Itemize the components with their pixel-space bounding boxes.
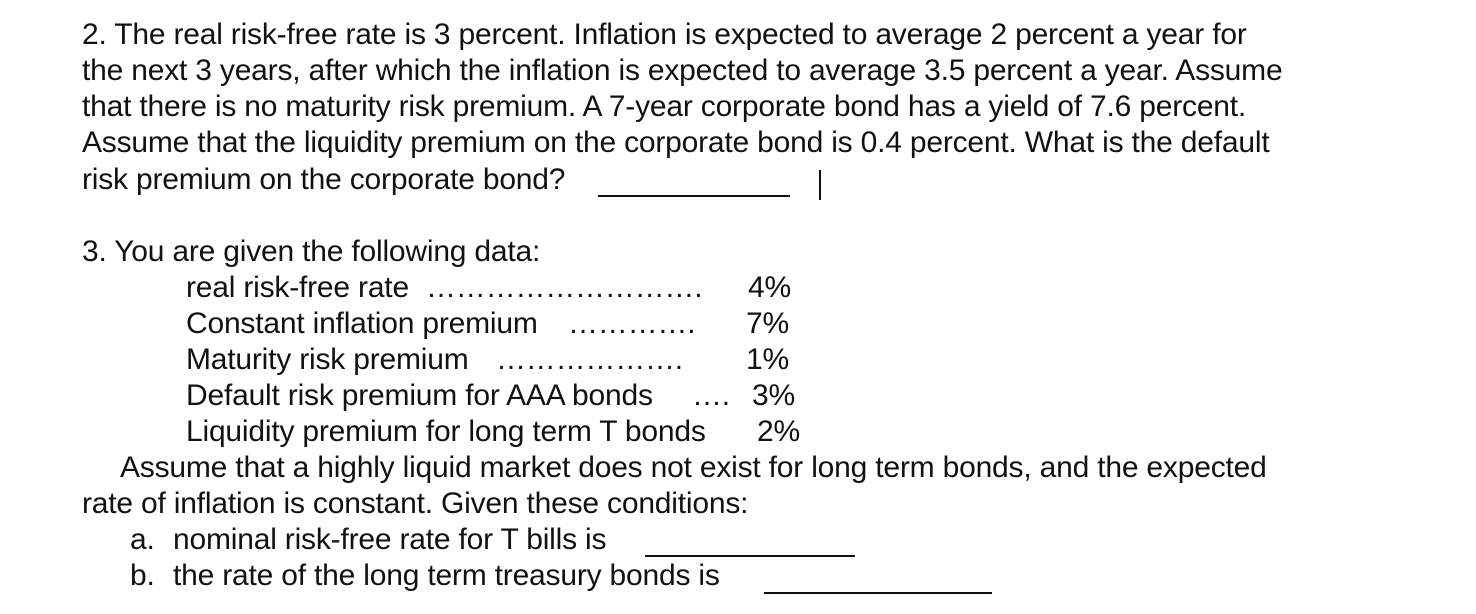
q2-line-1: 2. The real risk-free rate is 3 percent. Inflation is expected to average 2 percent a year for [82,18,1247,51]
q3-part-b-text: the rate of the long term treasury bonds is [173,559,720,592]
q3-item-dots-2: …………. [568,307,696,340]
q2-line-2: the next 3 years, after which the inflation is expected to average 3.5 percent a year. Assume [82,54,1283,87]
q3-part-a-answer-blank[interactable] [645,555,855,557]
q2-line-3: that there is no maturity risk premium. A 7-year corporate bond has a yield of 7.6 percent. [82,90,1247,123]
q3-item-label-2: Constant inflation premium [186,307,538,340]
q3-part-b-letter: b. [130,559,155,592]
q3-assume-line-1: Assume that a highly liquid market does not exist for long term bonds, and the expected [120,451,1267,484]
q2-answer-blank[interactable] [598,195,790,197]
q3-assume-line-2: rate of inflation is constant. Given these conditions: [82,487,749,520]
q3-part-a-text: nominal risk-free rate for T bills is [173,523,607,556]
q3-item-label-4: Default risk premium for AAA bonds [186,379,653,412]
q2-line-4: Assume that the liquidity premium on the corporate bond is 0.4 percent. What is the default [82,126,1270,159]
q3-item-value-4: 3% [752,379,795,412]
q3-item-label-1: real risk-free rate [186,271,409,304]
q3-item-value-5: 2% [757,415,800,448]
q2-line-5: risk premium on the corporate bond? [82,163,566,196]
q3-item-value-2: 7% [746,307,789,340]
q3-item-dots-1: ………………………. [426,271,703,304]
q3-item-label-3: Maturity risk premium [186,343,469,376]
q3-item-dots-4: …. [692,379,730,412]
q3-part-b-answer-blank[interactable] [764,592,992,594]
q3-item-label-5: Liquidity premium for long term T bonds [186,415,706,448]
text-cursor [819,170,821,200]
q3-item-value-1: 4% [748,271,791,304]
q3-item-value-3: 1% [746,343,789,376]
q3-item-dots-3: ………………. [496,343,683,376]
q3-intro: 3. You are given the following data: [82,235,541,268]
q3-part-a-letter: a. [130,523,155,556]
